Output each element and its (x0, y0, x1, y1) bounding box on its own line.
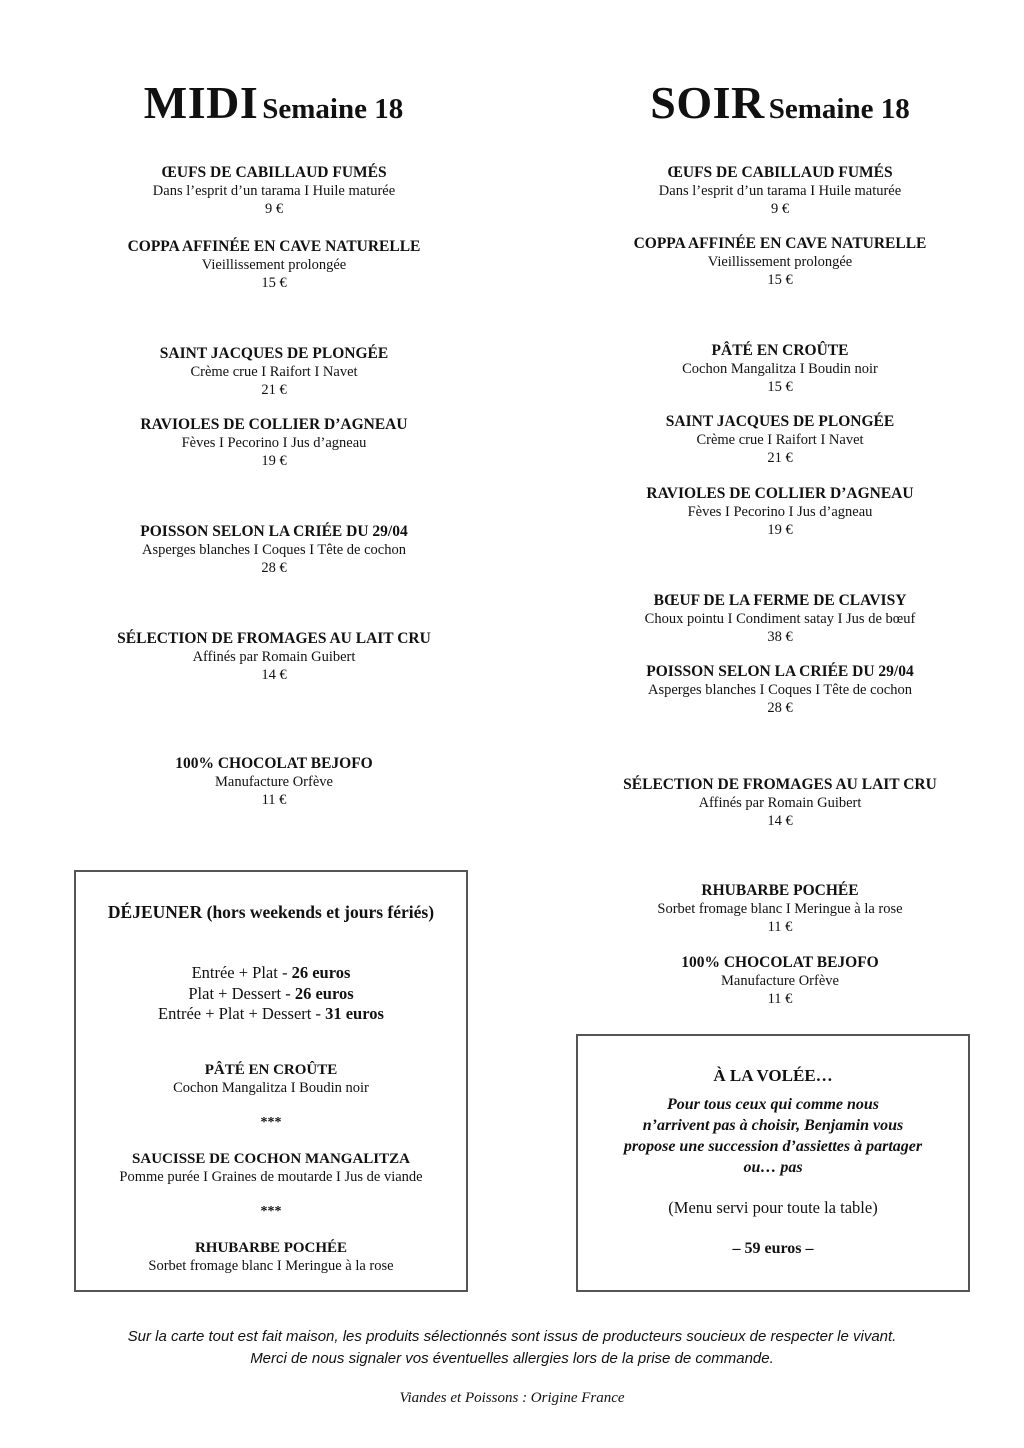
dish-name: SAINT JACQUES DE PLONGÉE (665, 413, 895, 430)
soir-item (570, 592, 990, 646)
dish-description: Pomme purée I Graines de moutarde I Jus de viande (119, 1169, 423, 1185)
dejeuner-item (76, 1239, 466, 1275)
soir-title (545, 76, 1015, 129)
dish-price: 14 € (767, 813, 793, 829)
soir-item (570, 413, 990, 467)
dejeuner-item (76, 1061, 466, 1097)
dish-description: Cochon Mangalitza I Boudin noir (682, 361, 878, 377)
dish-price: 28 € (261, 560, 287, 576)
dish-description: Manufacture Orfève (215, 774, 333, 790)
dish-price: 19 € (261, 453, 287, 469)
formula-price: 26 euros (294, 984, 354, 1003)
dish-price: 9 € (770, 201, 790, 217)
dish-name: SÉLECTION DE FROMAGES AU LAIT CRU (623, 776, 937, 793)
midi-item (64, 630, 484, 684)
dish-name: RHUBARBE POCHÉE (701, 882, 859, 899)
soir-item (570, 776, 990, 830)
formula-label: Plat + Dessert - (188, 984, 295, 1003)
separator-stars: *** (260, 1115, 282, 1130)
dish-price: 28 € (767, 700, 793, 716)
volee-line: Pour tous ceux qui comme nous (666, 1096, 880, 1113)
dish-price: 9 € (264, 201, 284, 217)
midi-item (64, 345, 484, 399)
volee-note: (Menu servi pour toute la table) (668, 1198, 878, 1217)
midi-title (40, 76, 507, 129)
midi-item (64, 523, 484, 577)
dish-description: Sorbet fromage blanc I Meringue à la rose (148, 1258, 394, 1274)
footer-origin: Viandes et Poissons : Origine France (399, 1390, 625, 1406)
dish-price: 14 € (261, 667, 287, 683)
dish-description: Affinés par Romain Guibert (192, 649, 356, 665)
volee-line: ou… pas (743, 1159, 803, 1176)
dish-name: 100% CHOCOLAT BEJOFO (175, 755, 373, 772)
dish-name: ŒUFS DE CABILLAUD FUMÉS (667, 164, 893, 181)
volee-box (576, 1034, 970, 1292)
dish-description: Choux pointu I Condiment satay I Jus de bœuf (644, 611, 916, 627)
soir-title-main: SOIR (650, 77, 765, 128)
dish-name: SAUCISSE DE COCHON MANGALITZA (132, 1151, 410, 1167)
soir-item (570, 485, 990, 539)
formula-price: 26 euros (291, 963, 351, 982)
dish-price: 11 € (261, 792, 287, 808)
dish-name: SÉLECTION DE FROMAGES AU LAIT CRU (117, 630, 431, 647)
dish-name: BŒUF DE LA FERME DE CLAVISY (653, 592, 907, 609)
dish-name: COPPA AFFINÉE EN CAVE NATURELLE (127, 238, 421, 255)
formula-line (76, 984, 466, 1005)
formula-label: Entrée + Plat - (191, 963, 292, 982)
midi-title-week: Semaine 18 (262, 93, 404, 125)
dish-price: 15 € (767, 272, 793, 288)
dish-description: Asperges blanches I Coques I Tête de cochon (647, 682, 912, 698)
dish-name: SAINT JACQUES DE PLONGÉE (159, 345, 389, 362)
soir-item (570, 663, 990, 717)
formula-line (76, 963, 466, 984)
dish-price: 15 € (767, 379, 793, 395)
midi-item (64, 416, 484, 470)
dish-name: PÂTÉ EN CROÛTE (711, 342, 849, 359)
dish-price: 15 € (261, 275, 287, 291)
dish-price: 21 € (261, 382, 287, 398)
formula-label: Entrée + Plat + Dessert - (158, 1004, 326, 1023)
dish-name: 100% CHOCOLAT BEJOFO (681, 954, 879, 971)
dish-name: COPPA AFFINÉE EN CAVE NATURELLE (633, 235, 927, 252)
midi-item (64, 238, 484, 292)
dish-price: 19 € (767, 522, 793, 538)
dish-description: Sorbet fromage blanc I Meringue à la rose (657, 901, 903, 917)
dish-description: Fèves I Pecorino I Jus d’agneau (181, 435, 367, 451)
dish-description: Fèves I Pecorino I Jus d’agneau (687, 504, 873, 520)
dish-description: Cochon Mangalitza I Boudin noir (173, 1080, 369, 1096)
dish-name: RAVIOLES DE COLLIER D’AGNEAU (140, 416, 408, 433)
soir-title-week: Semaine 18 (768, 93, 910, 125)
dish-description: Asperges blanches I Coques I Tête de cochon (141, 542, 406, 558)
dish-price: 38 € (767, 629, 793, 645)
dish-description: Affinés par Romain Guibert (698, 795, 862, 811)
dish-name: PÂTÉ EN CROÛTE (204, 1062, 338, 1078)
soir-item (570, 954, 990, 1008)
dish-name: POISSON SELON LA CRIÉE DU 29/04 (646, 663, 914, 680)
dish-name: ŒUFS DE CABILLAUD FUMÉS (161, 164, 387, 181)
soir-item (570, 342, 990, 396)
dish-description: Crème crue I Raifort I Navet (190, 364, 358, 380)
volee-line: propose une succession d’assiettes à partager (623, 1138, 923, 1155)
midi-item (64, 755, 484, 809)
dish-name: RAVIOLES DE COLLIER D’AGNEAU (646, 485, 914, 502)
soir-item (570, 882, 990, 936)
dish-description: Vieillissement prolongée (201, 257, 347, 273)
dish-description: Crème crue I Raifort I Navet (696, 432, 864, 448)
dejeuner-item (76, 1150, 466, 1186)
volee-description (588, 1094, 958, 1178)
soir-item (570, 235, 990, 289)
formula-line (76, 1004, 466, 1025)
volee-price: – 59 euros – (732, 1240, 814, 1257)
footer-line-1: Sur la carte tout est fait maison, les produits sélectionnés sont issus de producteurs soucieux de respecter le vivant. (127, 1328, 897, 1345)
footer-line-2: Merci de nous signaler vos éventuelles allergies lors de la prise de commande. (250, 1350, 774, 1367)
dish-price: 21 € (767, 450, 793, 466)
dish-price: 11 € (767, 919, 793, 935)
volee-line: n’arrivent pas à choisir, Benjamin vous (642, 1117, 904, 1134)
dish-description: Dans l’esprit d’un tarama I Huile maturée (658, 183, 902, 199)
dish-description: Manufacture Orfève (721, 973, 839, 989)
dejeuner-title: DÉJEUNER (hors weekends et jours fériés) (107, 902, 435, 922)
dejeuner-box (74, 870, 468, 1292)
dish-description: Dans l’esprit d’un tarama I Huile maturée (152, 183, 396, 199)
soir-item (570, 164, 990, 218)
dish-price: 11 € (767, 991, 793, 1007)
volee-title: À LA VOLÉE… (713, 1066, 833, 1085)
midi-title-main: MIDI (143, 77, 259, 128)
formula-price: 31 euros (325, 1004, 384, 1023)
dish-name: RHUBARBE POCHÉE (194, 1240, 348, 1256)
midi-item (64, 164, 484, 218)
dish-description: Vieillissement prolongée (707, 254, 853, 270)
separator-stars: *** (260, 1204, 282, 1219)
dish-name: POISSON SELON LA CRIÉE DU 29/04 (140, 523, 408, 540)
